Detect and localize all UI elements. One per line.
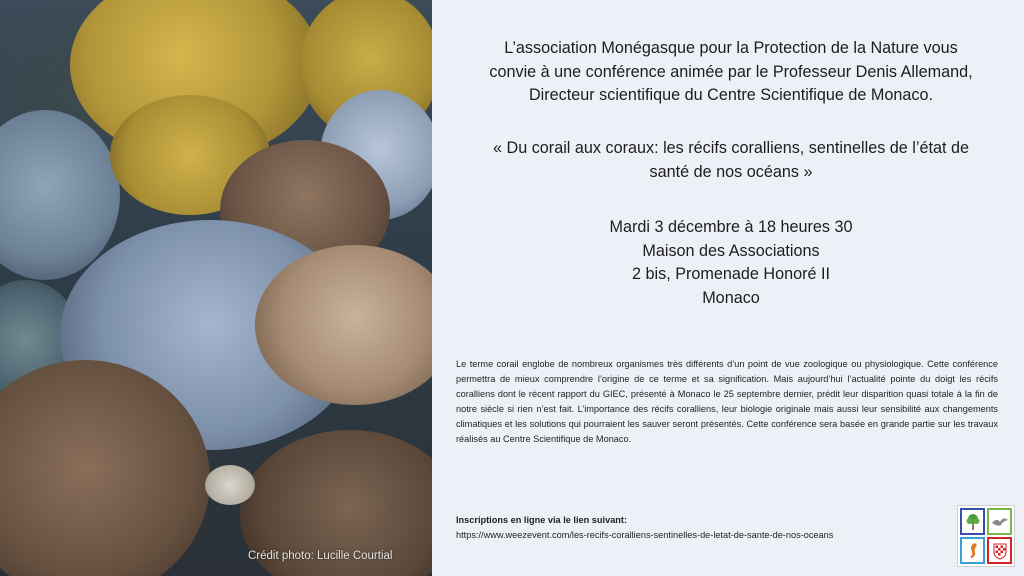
event-venue: Maison des Associations bbox=[642, 241, 820, 260]
intro-text bbox=[448, 37, 1014, 108]
description-paragraph: Le terme corail englobe de nombreux organismes très différents d’un point de vue zoologique ou physiologique. Cette conférence permettra de mieux comprendre l’origine de ce terme et sa signification. Mais aujourd’hui l’actualité pointe du doigt les récifs coralliens dont le récent rapport du GIEC, présenté à Monaco le 25 septembre dernier, prédit leur disparition quasi totale à la fin de notre siècle si rien n’est fait. L’importance des récifs coralliens, leur biologie originale mais aussi leur sensibilité aux changements climatiques et les solutions qui pourraient les sauver seront présentés. Cette conférence sera basée en grande partie sur les travaux réalisés au Centre Scientifique de Monaco. bbox=[456, 359, 998, 445]
intro-line: Directeur scientifique du Centre Scientifique de Monaco. bbox=[528, 86, 933, 104]
monaco-crest-icon bbox=[987, 537, 1012, 564]
association-logo bbox=[957, 505, 1015, 567]
talk-title-line: « Du corail aux coraux: les récifs coralliens, sentinelles de l’état de bbox=[493, 139, 969, 157]
registration-link[interactable]: https://www.weezevent.com/les-recifs-coralliens-sentinelles-de-letat-de-sante-de-nos-oceans bbox=[456, 529, 834, 540]
registration-label: Inscriptions en ligne via le lien suivant: bbox=[456, 515, 628, 525]
coral-shape bbox=[205, 465, 255, 505]
coral-photo bbox=[0, 0, 432, 576]
event-city: Monaco bbox=[702, 288, 760, 307]
seahorse-icon bbox=[960, 537, 985, 564]
event-info bbox=[448, 216, 1014, 310]
intro-line: convie à une conférence animée par le Professeur Denis Allemand, bbox=[489, 62, 973, 81]
registration-block bbox=[456, 513, 956, 542]
event-date: Mardi 3 décembre à 18 heures 30 bbox=[609, 218, 853, 236]
photo-credit: Crédit photo: Lucille Courtial bbox=[248, 550, 393, 562]
event-address: 2 bis, Promenade Honoré II bbox=[632, 265, 830, 283]
tree-icon bbox=[960, 508, 985, 535]
intro-line: L’association Monégasque pour la Protection de la Nature vous bbox=[504, 39, 958, 57]
bird-icon bbox=[987, 508, 1012, 535]
talk-title-line: santé de nos océans » bbox=[649, 162, 813, 181]
talk-title bbox=[448, 137, 1014, 184]
